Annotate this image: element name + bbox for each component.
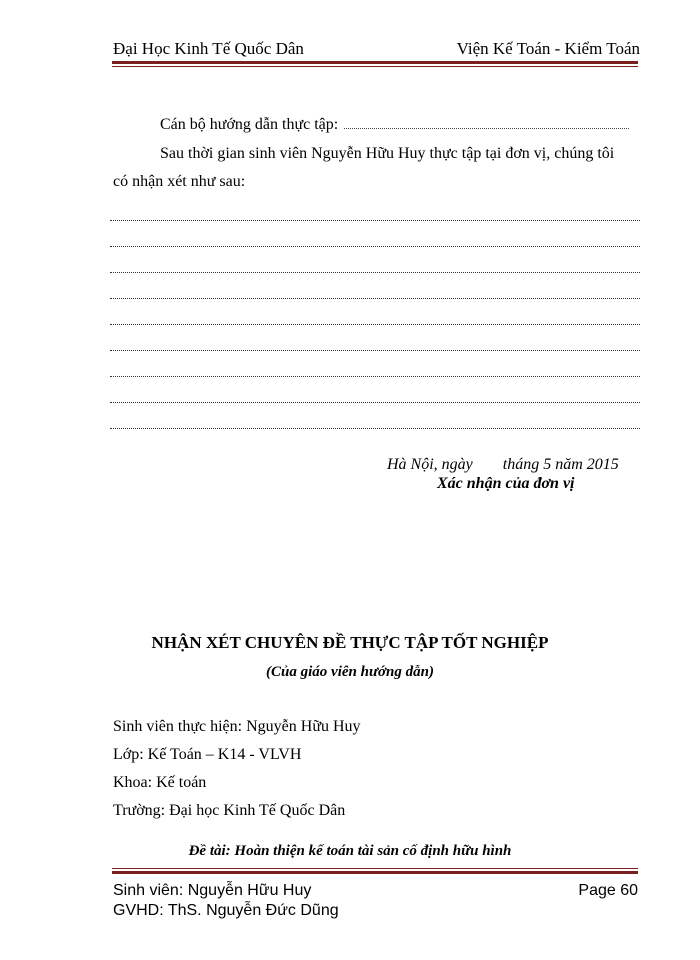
header-institute: Viện Kế Toán - Kiểm Toán (456, 39, 640, 58)
date-prefix: Hà Nội, ngày (387, 456, 473, 473)
blank-line (110, 220, 640, 221)
date-line (387, 456, 619, 474)
footer-rule-thick (112, 871, 638, 874)
intro-sentence-line1: Sau thời gian sinh viên Nguyễn Hữu Huy thực tập tại đơn vị, chúng tôi (160, 145, 615, 162)
blank-line (110, 246, 640, 247)
intro-sentence-line2: có nhận xét như sau: (113, 173, 246, 190)
thesis-topic: Đề tài: Hoàn thiện kế toán tài sản cố định hữu hình (188, 843, 512, 859)
header-rule-thin (112, 66, 638, 67)
header-university: Đại Học Kinh Tế Quốc Dân (113, 39, 304, 58)
blank-line (110, 402, 640, 403)
section-subtitle: (Của giáo viên hướng dẫn) (266, 664, 434, 680)
supervisor-blank (344, 116, 629, 129)
blank-line (110, 350, 640, 351)
blank-line (110, 376, 640, 377)
blank-line (110, 298, 640, 299)
school-line: Trường: Đại học Kinh Tế Quốc Dân (113, 802, 346, 819)
student-name-line: Sinh viên thực hiện: Nguyễn Hữu Huy (113, 718, 361, 735)
footer-student: Sinh viên: Nguyễn Hữu Huy (113, 882, 312, 899)
footer-advisor: GVHD: ThS. Nguyễn Đức Dũng (113, 902, 339, 919)
blank-line (110, 428, 640, 429)
faculty-line: Khoa: Kế toán (113, 774, 207, 791)
blank-line (110, 272, 640, 273)
header-rule-thick (112, 61, 638, 64)
class-line: Lớp: Kế Toán – K14 - VLVH (113, 746, 302, 763)
supervisor-label: Cán bộ hướng dẫn thực tập: (160, 116, 339, 133)
unit-confirmation: Xác nhận của đơn vị (437, 475, 575, 492)
page-number: Page 60 (578, 882, 638, 899)
footer-rule-thin (112, 868, 638, 869)
date-suffix: tháng 5 năm 2015 (502, 456, 619, 473)
blank-line (110, 324, 640, 325)
supervisor-line (160, 116, 629, 134)
section-title: NHẬN XÉT CHUYÊN ĐỀ THỰC TẬP TỐT NGHIỆP (151, 633, 549, 652)
